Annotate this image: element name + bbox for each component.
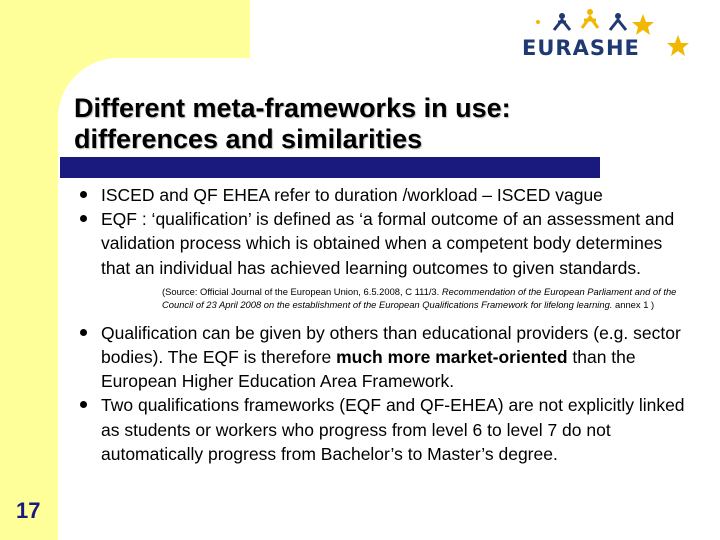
bullet-text: ISCED and QF EHEA refer to duration /workload – ISCED vague	[101, 185, 603, 205]
slide-title	[74, 93, 634, 155]
bullet-text-before: Qualification can be given by others than educational providers (e.g. sector bodies). The EQF is therefore	[101, 322, 681, 368]
logo-wordmark: EURASHE	[522, 36, 640, 60]
bullet-dot-icon	[80, 215, 87, 222]
bullet-dot-icon	[80, 191, 87, 198]
title-underline-bar	[60, 157, 600, 178]
bullet-text-bold: much more market-oriented	[336, 347, 568, 368]
logo-figures-icon	[518, 6, 688, 36]
top-accent-band	[0, 0, 250, 58]
bullet-text: EQF : ‘qualification’ is defined as ‘a formal outcome of an assessment and validation process which is obtained when a competent body determines that an individual has achieved learning outcomes to given standards.	[101, 209, 675, 278]
bullet-item	[70, 321, 690, 394]
source-citation	[162, 285, 682, 311]
source-prefix: (Source: Official Journal of the European Union, 6.5.2008, C 111/3.	[162, 285, 442, 297]
side-accent-band	[0, 0, 58, 540]
bullet-text: Two qualifications frameworks (EQF and QF-EHEA) are not explicitly linked as students or workers who progress from level 6 to level 7 do not automatically progress from Bachelor’s to Master’s degree.	[101, 395, 685, 464]
title-line-1: Different meta-frameworks in use:	[74, 93, 511, 123]
eurashe-logo	[518, 6, 688, 62]
bullet-item	[70, 393, 690, 466]
source-suffix: annex 1 )	[612, 298, 655, 310]
page-number: 17	[16, 498, 41, 523]
title-line-2: differences and similarities	[74, 124, 423, 154]
bullet-item	[70, 207, 690, 280]
bullet-item	[70, 183, 690, 207]
source-italic: Recommendation of the European Parliament and of the Council of 23 April 2008 on the establishment of the European Qualifications Framework for lifelong learning.	[162, 285, 677, 310]
bullet-list	[70, 183, 690, 466]
star-icon	[666, 34, 690, 58]
bullet-text-after: than the European Higher Education Area Framework.	[101, 347, 636, 392]
bullet-dot-icon	[80, 329, 87, 336]
bullet-dot-icon	[80, 401, 87, 408]
